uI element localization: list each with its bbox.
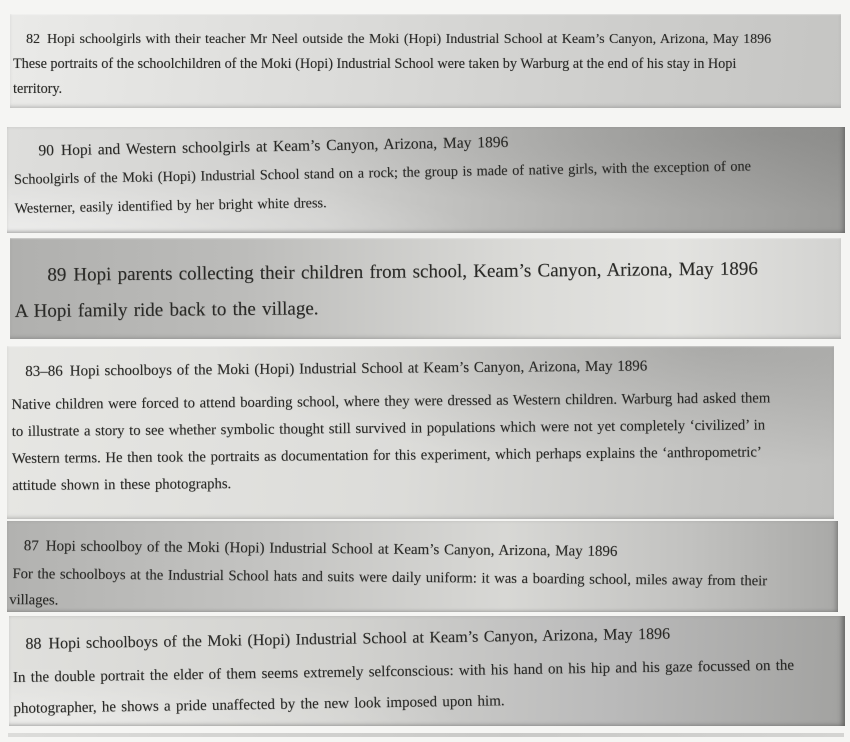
- caption-body-line: Westerner, easily identified by her bright white dress.: [14, 195, 327, 217]
- caption-strip-87: [7, 521, 838, 612]
- caption-number: 90: [38, 142, 55, 160]
- caption-body-line: A Hopi family ride back to the village.: [14, 298, 319, 322]
- caption-body-line: territory.: [13, 81, 63, 97]
- caption-title: Hopi schoolgirls with their teacher Mr Neel outside the Moki (Hopi) Industrial School at Keam’s Canyon, Arizona, May 1896: [47, 32, 772, 47]
- caption-title-line: [10, 256, 841, 289]
- caption-title-line: [10, 27, 841, 52]
- caption-text-block: [10, 14, 841, 102]
- caption-strip-83-86: [7, 346, 834, 519]
- caption-number: 88: [25, 635, 42, 653]
- caption-strip-90: [7, 127, 845, 233]
- caption-body-line: attitude shown in these photographs.: [12, 476, 232, 494]
- caption-title: Hopi schoolboys of the Moki (Hopi) Industrial School at Keam’s Canyon, Arizona, May 1896: [69, 358, 648, 380]
- caption-strip-88: [9, 616, 845, 726]
- caption-body-line: photographer, he shows a pride unaffected by the new look imposed upon him.: [13, 693, 505, 717]
- caption-body-line: These portraits of the schoolchildren of the Moki (Hopi) Industrial School were taken by Warburg at the end of his stay in Hopi: [13, 56, 737, 72]
- caption-title: Hopi and Western schoolgirls at Keam’s Canyon, Arizona, May 1896: [60, 133, 509, 160]
- caption-number: 82: [26, 32, 40, 47]
- page-bottom-scan-shadow: [8, 733, 844, 737]
- caption-body-line: Native children were forced to attend boarding school, where they were dressed as Western children. Warburg had asked them: [11, 390, 771, 413]
- caption-number: 89: [47, 264, 67, 286]
- caption-body-line: villages.: [9, 592, 59, 609]
- caption-strip-82: [10, 14, 841, 108]
- caption-title: Hopi schoolboy of the Moki (Hopi) Industrial School at Keam’s Canyon, Arizona, May 1896: [45, 538, 618, 560]
- caption-body-line: Western terms. He then took the portraits as documentation for this experiment, which perhaps explains the ‘anthropometric’: [11, 444, 762, 467]
- caption-body-line: to illustrate a story to see whether symbolic thought still survived in populations which were not yet completely ‘civilized’ in: [11, 417, 766, 440]
- caption-body-line: In the double portrait the elder of them seems extremely selfconscious: with his hand on his hip and his gaze focussed on the: [12, 657, 795, 686]
- caption-text-block: [9, 616, 845, 725]
- caption-strip-89: [10, 238, 841, 339]
- caption-body-line: For the schoolboys at the Industrial School hats and suits were daily uniform: it was a boarding school, miles away from their: [12, 566, 768, 590]
- caption-title: Hopi parents collecting their children from school, Keam’s Canyon, Arizona, May 1896: [73, 258, 758, 286]
- caption-text-block: [7, 521, 838, 612]
- caption-body-line: Schoolgirls of the Moki (Hopi) Industrial School stand on a rock; the group is made of native girls, with the exception of one: [13, 158, 752, 188]
- caption-title: Hopi schoolboys of the Moki (Hopi) Industrial School at Keam’s Canyon, Arizona, May 1896: [48, 625, 671, 653]
- caption-number: 87: [23, 538, 39, 555]
- caption-title-line: [7, 352, 834, 386]
- caption-text-block: [7, 127, 845, 224]
- caption-text-block: [10, 238, 841, 325]
- caption-number: 83–86: [25, 363, 63, 380]
- caption-text-block: [7, 346, 834, 500]
